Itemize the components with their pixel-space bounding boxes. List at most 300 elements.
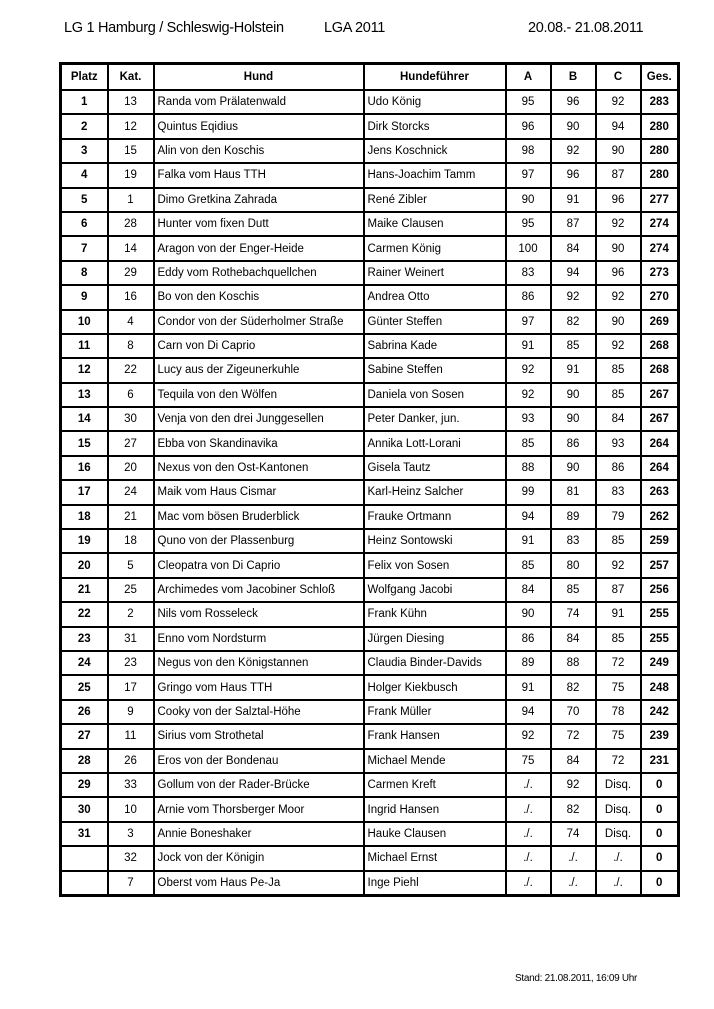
cell-platz [61,871,108,896]
cell-gesamt: 264 [641,431,679,455]
cell-gesamt: 0 [641,773,679,797]
cell-kat: 32 [108,846,154,870]
cell-c: 85 [596,529,641,553]
cell-c: 94 [596,114,641,138]
cell-a: 95 [506,212,551,236]
cell-hund: Mac vom bösen Bruderblick [154,505,364,529]
cell-kat: 1 [108,188,154,212]
cell-hundefuehrer: Claudia Binder-Davids [364,651,506,675]
cell-a: ./. [506,822,551,846]
cell-b: 70 [551,700,596,724]
cell-c: Disq. [596,773,641,797]
cell-a: 100 [506,236,551,260]
cell-gesamt: 231 [641,749,679,773]
cell-b: 74 [551,602,596,626]
cell-b: ./. [551,871,596,896]
cell-kat: 2 [108,602,154,626]
cell-kat: 15 [108,139,154,163]
cell-hundefuehrer: Michael Mende [364,749,506,773]
cell-b: 86 [551,431,596,455]
table-row [61,627,679,651]
cell-a: 93 [506,407,551,431]
cell-kat: 24 [108,480,154,504]
cell-c: 92 [596,285,641,309]
cell-hundefuehrer: Frank Kühn [364,602,506,626]
cell-platz: 4 [61,163,108,187]
table-row [61,310,679,334]
table-row [61,675,679,699]
cell-b: 84 [551,627,596,651]
cell-kat: 12 [108,114,154,138]
cell-hund: Venja von den drei Junggesellen [154,407,364,431]
cell-c: ./. [596,846,641,870]
cell-gesamt: 255 [641,627,679,651]
cell-hundefuehrer: Michael Ernst [364,846,506,870]
table-row [61,212,679,236]
cell-kat: 28 [108,212,154,236]
cell-hund: Arnie vom Thorsberger Moor [154,797,364,821]
cell-hundefuehrer: Annika Lott-Lorani [364,431,506,455]
cell-kat: 3 [108,822,154,846]
column-header-a: A [506,64,551,91]
table-row [61,602,679,626]
cell-gesamt: 283 [641,90,679,114]
cell-a: 95 [506,90,551,114]
cell-hundefuehrer: Carmen Kreft [364,773,506,797]
cell-b: 84 [551,749,596,773]
table-row [61,773,679,797]
cell-c: 85 [596,383,641,407]
cell-a: 99 [506,480,551,504]
cell-a: 94 [506,505,551,529]
table-row [61,651,679,675]
cell-b: 92 [551,139,596,163]
cell-hund: Annie Boneshaker [154,822,364,846]
cell-hundefuehrer: Heinz Sontowski [364,529,506,553]
table-row [61,334,679,358]
cell-a: 90 [506,602,551,626]
cell-platz: 9 [61,285,108,309]
cell-kat: 16 [108,285,154,309]
cell-b: 92 [551,773,596,797]
cell-c: 75 [596,724,641,748]
cell-kat: 9 [108,700,154,724]
cell-c: 72 [596,651,641,675]
cell-hund: Negus von den Königstannen [154,651,364,675]
cell-hundefuehrer: Sabine Steffen [364,358,506,382]
table-row [61,236,679,260]
cell-hund: Eros von der Bondenau [154,749,364,773]
cell-a: 88 [506,456,551,480]
cell-b: 91 [551,358,596,382]
cell-gesamt: 274 [641,236,679,260]
cell-kat: 25 [108,578,154,602]
cell-b: 80 [551,553,596,577]
table-row [61,163,679,187]
cell-hundefuehrer: Karl-Heinz Salcher [364,480,506,504]
cell-hund: Eddy vom Rothebachquellchen [154,261,364,285]
cell-a: 85 [506,431,551,455]
cell-gesamt: 263 [641,480,679,504]
cell-gesamt: 256 [641,578,679,602]
cell-a: 91 [506,675,551,699]
cell-b: 89 [551,505,596,529]
cell-c: 78 [596,700,641,724]
cell-b: ./. [551,846,596,870]
cell-platz: 14 [61,407,108,431]
cell-platz: 8 [61,261,108,285]
cell-gesamt: 0 [641,797,679,821]
cell-a: 90 [506,188,551,212]
cell-kat: 19 [108,163,154,187]
cell-platz: 24 [61,651,108,675]
cell-a: 84 [506,578,551,602]
column-header-hundefuehrer: Hundeführer [364,64,506,91]
cell-b: 90 [551,383,596,407]
cell-platz: 30 [61,797,108,821]
cell-hund: Hunter vom fixen Dutt [154,212,364,236]
event-name: LGA 2011 [324,20,386,36]
cell-a: 86 [506,285,551,309]
cell-platz: 20 [61,553,108,577]
cell-hundefuehrer: Holger Kiekbusch [364,675,506,699]
cell-platz: 1 [61,90,108,114]
cell-a: 92 [506,358,551,382]
cell-platz: 5 [61,188,108,212]
cell-hund: Randa vom Prälatenwald [154,90,364,114]
results-table [59,62,680,897]
cell-c: 84 [596,407,641,431]
cell-b: 96 [551,163,596,187]
event-dates: 20.08.- 21.08.2011 [528,20,644,36]
cell-hund: Aragon von der Enger-Heide [154,236,364,260]
cell-a: 75 [506,749,551,773]
cell-platz: 10 [61,310,108,334]
cell-kat: 10 [108,797,154,821]
cell-platz: 2 [61,114,108,138]
cell-b: 91 [551,188,596,212]
cell-hundefuehrer: Carmen König [364,236,506,260]
cell-kat: 7 [108,871,154,896]
table-row [61,700,679,724]
cell-hund: Dimo Gretkina Zahrada [154,188,364,212]
cell-hundefuehrer: Frauke Ortmann [364,505,506,529]
table-row [61,139,679,163]
cell-gesamt: 277 [641,188,679,212]
cell-gesamt: 249 [641,651,679,675]
table-row [61,505,679,529]
cell-c: 96 [596,261,641,285]
cell-gesamt: 280 [641,114,679,138]
cell-platz: 7 [61,236,108,260]
cell-b: 81 [551,480,596,504]
cell-c: Disq. [596,797,641,821]
cell-gesamt: 259 [641,529,679,553]
cell-a: 98 [506,139,551,163]
cell-c: 75 [596,675,641,699]
table-row [61,724,679,748]
cell-hundefuehrer: Dirk Storcks [364,114,506,138]
cell-b: 94 [551,261,596,285]
cell-hund: Lucy aus der Zigeunerkuhle [154,358,364,382]
table-row [61,822,679,846]
cell-b: 74 [551,822,596,846]
cell-kat: 11 [108,724,154,748]
cell-c: 92 [596,90,641,114]
cell-hund: Gollum von der Rader-Brücke [154,773,364,797]
cell-kat: 6 [108,383,154,407]
cell-hund: Sirius vom Strothetal [154,724,364,748]
cell-hund: Jock von der Königin [154,846,364,870]
cell-a: 97 [506,310,551,334]
cell-hundefuehrer: Ingrid Hansen [364,797,506,821]
cell-platz: 26 [61,700,108,724]
cell-gesamt: 0 [641,846,679,870]
cell-a: ./. [506,797,551,821]
cell-a: 91 [506,334,551,358]
cell-b: 87 [551,212,596,236]
cell-platz: 21 [61,578,108,602]
cell-gesamt: 264 [641,456,679,480]
cell-hund: Cooky von der Salztal-Höhe [154,700,364,724]
cell-hundefuehrer: Jürgen Diesing [364,627,506,651]
cell-platz: 27 [61,724,108,748]
cell-platz: 29 [61,773,108,797]
cell-platz: 16 [61,456,108,480]
cell-kat: 14 [108,236,154,260]
table-row [61,285,679,309]
cell-b: 92 [551,285,596,309]
cell-hund: Gringo vom Haus TTH [154,675,364,699]
table-row [61,846,679,870]
cell-gesamt: 262 [641,505,679,529]
cell-kat: 23 [108,651,154,675]
cell-hund: Nexus von den Ost-Kantonen [154,456,364,480]
cell-platz: 23 [61,627,108,651]
cell-b: 82 [551,797,596,821]
cell-gesamt: 270 [641,285,679,309]
cell-c: 90 [596,310,641,334]
cell-b: 83 [551,529,596,553]
cell-hund: Falka vom Haus TTH [154,163,364,187]
column-header-hund: Hund [154,64,364,91]
cell-c: 86 [596,456,641,480]
cell-a: ./. [506,773,551,797]
cell-b: 90 [551,456,596,480]
column-header-gesamt: Ges. [641,64,679,91]
cell-c: 92 [596,212,641,236]
cell-c: 85 [596,627,641,651]
cell-a: 85 [506,553,551,577]
cell-c: 92 [596,334,641,358]
cell-platz: 15 [61,431,108,455]
cell-gesamt: 0 [641,822,679,846]
cell-b: 90 [551,407,596,431]
table-row [61,871,679,896]
cell-kat: 33 [108,773,154,797]
table-row [61,749,679,773]
cell-hundefuehrer: Hauke Clausen [364,822,506,846]
cell-hund: Ebba von Skandinavika [154,431,364,455]
cell-a: 94 [506,700,551,724]
cell-gesamt: 242 [641,700,679,724]
cell-kat: 22 [108,358,154,382]
cell-hund: Quintus Eqidius [154,114,364,138]
cell-platz: 12 [61,358,108,382]
cell-kat: 29 [108,261,154,285]
cell-kat: 18 [108,529,154,553]
table-row [61,358,679,382]
cell-hundefuehrer: Frank Müller [364,700,506,724]
cell-hundefuehrer: Jens Koschnick [364,139,506,163]
cell-kat: 4 [108,310,154,334]
cell-c: 83 [596,480,641,504]
cell-platz: 13 [61,383,108,407]
column-header-c: C [596,64,641,91]
cell-gesamt: 269 [641,310,679,334]
cell-a: 96 [506,114,551,138]
cell-gesamt: 267 [641,407,679,431]
cell-platz: 3 [61,139,108,163]
cell-a: 89 [506,651,551,675]
table-row [61,553,679,577]
cell-hundefuehrer: Andrea Otto [364,285,506,309]
cell-hund: Oberst vom Haus Pe-Ja [154,871,364,896]
table-row [61,480,679,504]
cell-hund: Cleopatra von Di Caprio [154,553,364,577]
cell-gesamt: 239 [641,724,679,748]
cell-gesamt: 268 [641,358,679,382]
cell-hundefuehrer: Wolfgang Jacobi [364,578,506,602]
cell-kat: 21 [108,505,154,529]
cell-a: 92 [506,724,551,748]
cell-c: 87 [596,578,641,602]
cell-hundefuehrer: René Zibler [364,188,506,212]
cell-hundefuehrer: Maike Clausen [364,212,506,236]
cell-gesamt: 273 [641,261,679,285]
cell-hundefuehrer: Günter Steffen [364,310,506,334]
cell-platz: 18 [61,505,108,529]
cell-b: 82 [551,675,596,699]
cell-a: ./. [506,846,551,870]
cell-gesamt: 267 [641,383,679,407]
cell-a: 91 [506,529,551,553]
table-header-row [61,64,679,91]
cell-gesamt: 0 [641,871,679,896]
cell-kat: 17 [108,675,154,699]
cell-gesamt: 268 [641,334,679,358]
table-row [61,188,679,212]
cell-kat: 31 [108,627,154,651]
cell-b: 88 [551,651,596,675]
table-row [61,456,679,480]
cell-kat: 26 [108,749,154,773]
cell-gesamt: 257 [641,553,679,577]
cell-c: 79 [596,505,641,529]
table-row [61,261,679,285]
column-header-platz: Platz [61,64,108,91]
table-row [61,529,679,553]
cell-c: 72 [596,749,641,773]
document-title: LG 1 Hamburg / Schleswig-Holstein [64,20,284,36]
cell-hund: Bo von den Koschis [154,285,364,309]
column-header-b: B [551,64,596,91]
cell-c: 90 [596,236,641,260]
cell-hund: Maik vom Haus Cismar [154,480,364,504]
cell-b: 72 [551,724,596,748]
cell-c: ./. [596,871,641,896]
cell-platz: 19 [61,529,108,553]
cell-c: 93 [596,431,641,455]
cell-kat: 27 [108,431,154,455]
cell-gesamt: 248 [641,675,679,699]
cell-hund: Tequila von den Wölfen [154,383,364,407]
cell-hundefuehrer: Udo König [364,90,506,114]
cell-platz: 22 [61,602,108,626]
cell-c: 85 [596,358,641,382]
cell-a: 86 [506,627,551,651]
cell-gesamt: 280 [641,139,679,163]
cell-hund: Nils vom Rosseleck [154,602,364,626]
cell-c: 90 [596,139,641,163]
cell-b: 82 [551,310,596,334]
table-row [61,797,679,821]
cell-platz: 11 [61,334,108,358]
cell-c: 87 [596,163,641,187]
cell-c: 96 [596,188,641,212]
cell-a: 83 [506,261,551,285]
cell-platz: 6 [61,212,108,236]
cell-hundefuehrer: Gisela Tautz [364,456,506,480]
cell-platz: 25 [61,675,108,699]
cell-a: ./. [506,871,551,896]
cell-kat: 13 [108,90,154,114]
cell-b: 96 [551,90,596,114]
cell-hund: Quno von der Plassenburg [154,529,364,553]
cell-kat: 8 [108,334,154,358]
status-timestamp: Stand: 21.08.2011, 16:09 Uhr [515,973,638,984]
table-row [61,383,679,407]
cell-a: 92 [506,383,551,407]
cell-kat: 5 [108,553,154,577]
table-row [61,114,679,138]
cell-hund: Condor von der Süderholmer Straße [154,310,364,334]
table-row [61,431,679,455]
cell-b: 85 [551,578,596,602]
table-row [61,90,679,114]
cell-c: 91 [596,602,641,626]
cell-b: 90 [551,114,596,138]
table-row [61,407,679,431]
cell-hundefuehrer: Felix von Sosen [364,553,506,577]
cell-gesamt: 255 [641,602,679,626]
cell-b: 85 [551,334,596,358]
cell-hund: Enno vom Nordsturm [154,627,364,651]
cell-c: Disq. [596,822,641,846]
cell-kat: 30 [108,407,154,431]
cell-platz: 31 [61,822,108,846]
cell-hund: Alin von den Koschis [154,139,364,163]
cell-hundefuehrer: Frank Hansen [364,724,506,748]
cell-platz: 28 [61,749,108,773]
column-header-kat: Kat. [108,64,154,91]
cell-c: 92 [596,553,641,577]
cell-gesamt: 280 [641,163,679,187]
cell-hund: Carn von Di Caprio [154,334,364,358]
cell-a: 97 [506,163,551,187]
cell-kat: 20 [108,456,154,480]
cell-hundefuehrer: Sabrina Kade [364,334,506,358]
